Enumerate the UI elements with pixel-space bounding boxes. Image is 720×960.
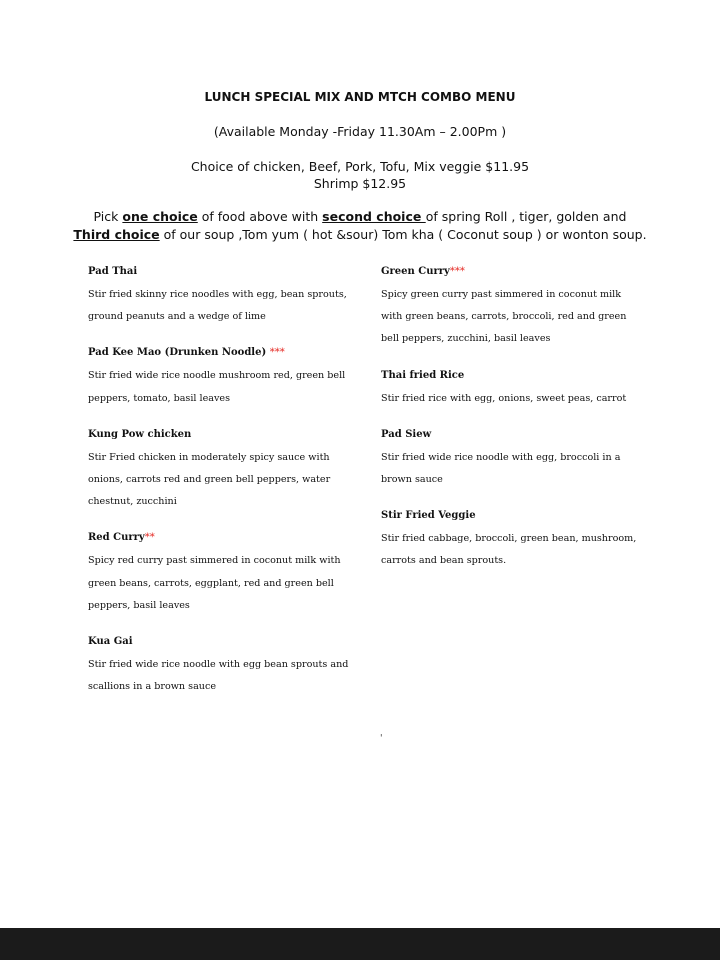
spicy-stars: *** — [269, 347, 285, 359]
menu-item-description: Spicy red curry past simmered in coconut milk with green beans, carrots, eggplant, red and green bell peppers, basil leaves — [88, 555, 341, 611]
sides-text: of spring Roll , tiger, golden and — [425, 209, 627, 224]
menu-item-name — [88, 428, 356, 442]
menu-item-name — [381, 265, 641, 279]
combo-text: Pick — [93, 209, 123, 224]
menu-item — [381, 265, 641, 351]
stray-mark: ' — [380, 734, 383, 744]
menu-item-name — [381, 428, 641, 442]
combo-instructions-line1 — [0, 209, 720, 224]
spicy-stars: *** — [449, 266, 465, 277]
dish-name: Stir Fried Veggie — [381, 510, 476, 522]
menu-item-description: Stir fried wide rice noodle with egg, broccoli in a brown sauce — [381, 451, 621, 486]
menu-column-right — [381, 265, 641, 573]
menu-item-description: Spicy green curry past simmered in coconut milk with green beans, carrots, broccoli, red and green bell peppers, zucchini, basil leaves — [381, 289, 627, 345]
menu-item-description: Stir fried wide rice noodle with egg bean sprouts and scallions in a brown sauce — [88, 659, 349, 693]
menu-item — [381, 369, 641, 410]
dish-name: Pad Kee Mao (Drunken Noodle) — [88, 347, 270, 359]
menu-column-left — [88, 265, 356, 698]
dish-name: Green Curry — [381, 266, 450, 277]
availability-hours: (Available Monday -Friday 11.30Am – 2.00Pm ) — [213, 124, 507, 139]
protein-prices: Choice of chicken, Beef, Pork, Tofu, Mix veggie $11.95 — [190, 159, 530, 174]
menu-item-description: Stir fried rice with egg, onions, sweet peas, carrot — [381, 392, 627, 404]
menu-item — [88, 531, 356, 617]
soups-text: of our soup ,Tom yum ( hot &sour) Tom kha ( Coconut soup ) or wonton soup. — [159, 227, 647, 242]
dish-name: Kua Gai — [88, 636, 133, 648]
menu-item-description: Stir Fried chicken in moderately spicy sauce with onions, carrots red and green bell peppers, water chestnut, zucchini — [88, 451, 331, 508]
menu-item-name — [88, 635, 356, 649]
one-choice-text: one choice — [122, 209, 198, 224]
menu-item-name — [381, 509, 641, 523]
third-choice-text: Third choice — [73, 227, 160, 242]
dish-name: Red Curry — [88, 532, 145, 544]
dish-name: Pad Thai — [88, 266, 138, 277]
menu-item — [381, 509, 641, 572]
menu-item — [88, 265, 356, 328]
menu-item-description: Stir fried skinny rice noodles with egg, bean sprouts, ground peanuts and a wedge of lime — [88, 289, 347, 323]
menu-item-name — [88, 531, 356, 545]
menu-item-name — [88, 346, 356, 360]
combo-instructions-line2 — [0, 227, 720, 242]
shrimp-price: Shrimp $12.95 — [313, 176, 407, 191]
spicy-stars: ** — [144, 532, 155, 544]
menu-item — [88, 428, 356, 514]
menu-title: LUNCH SPECIAL MIX AND MTCH COMBO MENU — [204, 90, 516, 104]
dish-name: Kung Pow chicken — [88, 428, 192, 440]
menu-item — [88, 346, 356, 409]
dish-name: Pad Siew — [381, 428, 432, 440]
menu-item-name — [381, 369, 641, 383]
menu-item — [381, 428, 641, 491]
second-choice-text: second choice — [322, 209, 426, 224]
combo-text: of food above with — [197, 209, 323, 224]
menu-item-name — [88, 265, 356, 279]
dish-name: Thai fried Rice — [381, 369, 465, 381]
viewer-background — [0, 928, 720, 960]
menu-item-description: Stir fried wide rice noodle mushroom red, green bell peppers, tomato, basil leaves — [88, 370, 346, 404]
menu-item-description: Stir fried cabbage, broccoli, green bean, mushroom, carrots and bean sprouts. — [381, 533, 637, 567]
menu-item — [88, 635, 356, 698]
